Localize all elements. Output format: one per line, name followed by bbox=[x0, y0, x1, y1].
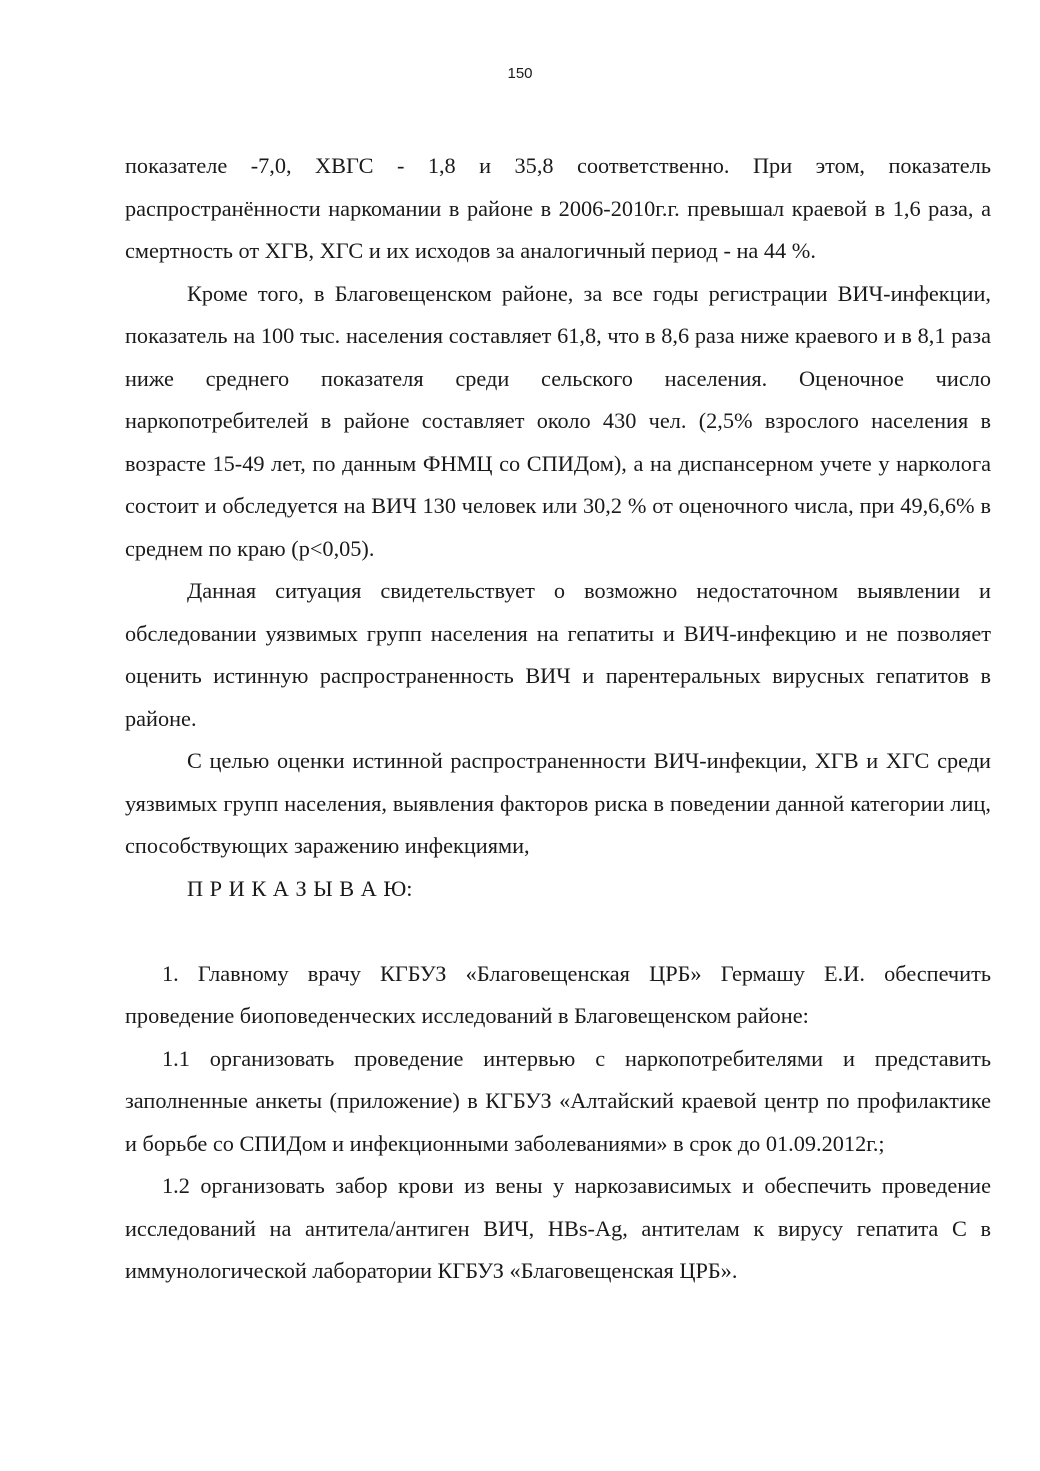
paragraph-purpose: С целью оценки истинной распространенности ВИЧ-инфекции, ХГВ и ХГС среди уязвимых групп населения, выявления факторов риска в поведении данной категории лиц, способствующих заражению инфекциями, bbox=[125, 748, 991, 858]
paragraph-situation: Данная ситуация свидетельствует о возможно недостаточном выявлении и обследовании уязвимых групп населения на гепатиты и ВИЧ-инфекцию и не позволяет оценить истинную распространенность ВИЧ и парентеральных вирусных гепатитов в районе. bbox=[125, 578, 991, 731]
paragraph-hiv-statistics: Кроме того, в Благовещенском районе, за все годы регистрации ВИЧ-инфекции, показатель на 100 тыс. населения составляет 61,8, что в 8,6 раза ниже краевого и в 8,1 раза ниже среднего показателя среди сельского населения. Оценочное число наркопотребителей в районе составляет около 430 чел. (2,5% взрослого населения в возрасте 15-49 лет, по данным ФНМЦ со СПИДом), а на диспансерном учете у нарколога состоит и обследуется на ВИЧ 130 человек или 30,2 % от оценочного числа, при 49,6,6% в среднем по краю (р<0,05). bbox=[125, 280, 991, 561]
paragraph-continuation: показателе -7,0, ХВГС - 1,8 и 35,8 соответственно. При этом, показатель распространённости наркомании в районе в 2006-2010г.г. превышал краевой в 1,6 раза, а смертность от ХГВ, ХГС и их исходов за аналогичный период - на 44 %. bbox=[125, 153, 991, 263]
blank-line bbox=[125, 910, 991, 953]
order-item-1-1: 1.1 организовать проведение интервью с наркопотребителями и представить заполненные анкеты (приложение) в КГБУЗ «Алтайский краевой центр по профилактике и борьбе со СПИДом и инфекционными заболеваниями» в срок до 01.09.2012г.; bbox=[125, 1045, 991, 1156]
order-item-1: 1. Главному врачу КГБУЗ «Благовещенская ЦРБ» Гермашу Е.И. обеспечить проведение биоповеденческих исследований в Благовещенском районе: bbox=[125, 960, 991, 1028]
page-number: 150 bbox=[507, 65, 533, 82]
document-body bbox=[125, 145, 991, 1293]
order-heading: П Р И К А З Ы В А Ю: bbox=[187, 875, 413, 901]
order-item-1-2: 1.2 организовать забор крови из вены у наркозависимых и обеспечить проведение исследований на антитела/антиген ВИЧ, HBs-Ag, антителам к вирусу гепатита С в иммунологической лаборатории КГБУЗ «Благовещенская ЦРБ». bbox=[125, 1173, 991, 1283]
